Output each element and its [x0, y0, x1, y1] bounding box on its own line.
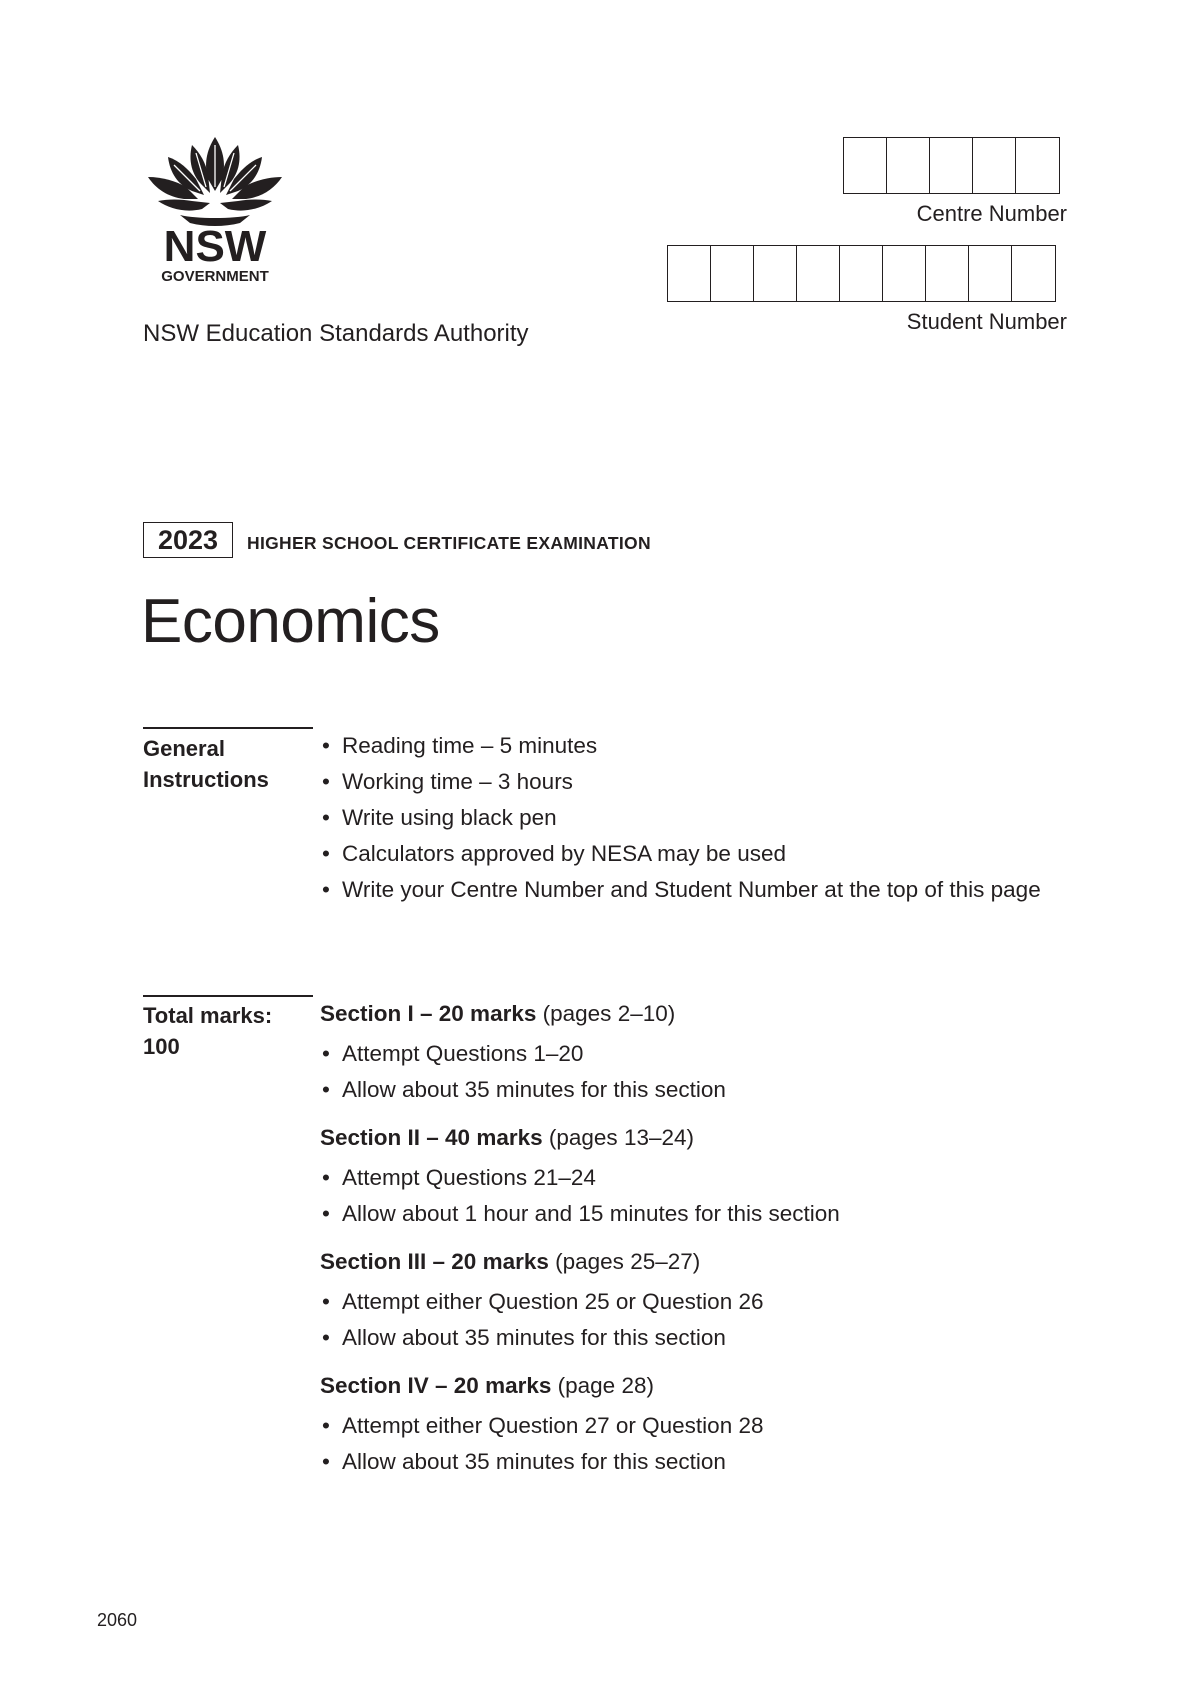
list-item: • Write using black pen [320, 803, 1080, 833]
student-number-digit[interactable] [797, 246, 840, 301]
centre-number-digit[interactable] [973, 138, 1016, 193]
exam-title: HIGHER SCHOOL CERTIFICATE EXAMINATION [247, 533, 651, 553]
list-item: • Attempt Questions 1–20 [320, 1039, 1080, 1069]
list-item: • Allow about 35 minutes for this section [320, 1075, 1080, 1105]
student-number-digit[interactable] [668, 246, 711, 301]
student-number-digit[interactable] [969, 246, 1012, 301]
section-block [320, 999, 1080, 1105]
centre-number-label: Centre Number [916, 201, 1067, 226]
list-item: • Attempt either Question 25 or Question 26 [320, 1287, 1080, 1317]
general-instructions [320, 731, 1080, 911]
section-pages: (page 28) [557, 1373, 654, 1398]
centre-number-digit[interactable] [1016, 138, 1059, 193]
student-number-label: Student Number [906, 309, 1067, 334]
total-marks-heading: Total marks: 100 [143, 1003, 273, 1059]
list-item: • Write your Centre Number and Student Number at the top of this page [320, 875, 1062, 905]
student-number-digit[interactable] [1012, 246, 1055, 301]
list-item: • Allow about 35 minutes for this section [320, 1447, 1080, 1477]
student-number-digit[interactable] [840, 246, 883, 301]
section-pages: (pages 25–27) [555, 1249, 701, 1274]
waratah-logo-icon [140, 135, 290, 285]
exam-year-badge: 2023 [143, 522, 233, 558]
section-block [320, 1123, 1080, 1229]
section-block [320, 1371, 1080, 1477]
list-item: • Allow about 35 minutes for this section [320, 1323, 1080, 1353]
student-number-boxes[interactable] [667, 245, 1056, 302]
page-code: 2060 [97, 1610, 138, 1630]
centre-number-digit[interactable] [844, 138, 887, 193]
nsw-government-logo [140, 135, 290, 285]
svg-text:NSW: NSW [163, 222, 267, 271]
svg-text:GOVERNMENT: GOVERNMENT [161, 268, 269, 285]
section-block [320, 1247, 1080, 1353]
section-pages: (pages 13–24) [548, 1125, 694, 1150]
section-title: Section I – 20 marks [320, 1001, 537, 1026]
divider [143, 727, 313, 729]
centre-number-digit[interactable] [887, 138, 930, 193]
list-item: • Attempt either Question 27 or Question 28 [320, 1411, 1080, 1441]
section-title: Section III – 20 marks [320, 1249, 549, 1274]
authority-name: NSW Education Standards Authority [143, 320, 529, 347]
section-pages: (pages 2–10) [542, 1001, 676, 1026]
list-item: • Allow about 1 hour and 15 minutes for this section [320, 1199, 1080, 1229]
list-item: • Working time – 3 hours [320, 767, 1080, 797]
centre-number-boxes[interactable] [843, 137, 1060, 194]
section-title: Section II – 40 marks [320, 1125, 543, 1150]
list-item: • Attempt Questions 21–24 [320, 1163, 1080, 1193]
student-number-digit[interactable] [926, 246, 969, 301]
student-number-digit[interactable] [883, 246, 926, 301]
sections-list [320, 999, 1080, 1495]
student-number-digit[interactable] [711, 246, 754, 301]
divider [143, 995, 313, 997]
list-item: • Reading time – 5 minutes [320, 731, 1080, 761]
subject-title: Economics [141, 587, 440, 656]
student-number-digit[interactable] [754, 246, 797, 301]
centre-number-digit[interactable] [930, 138, 973, 193]
general-instructions-heading: General Instructions [143, 736, 269, 792]
list-item: • Calculators approved by NESA may be used [320, 839, 1080, 869]
section-title: Section IV – 20 marks [320, 1373, 552, 1398]
